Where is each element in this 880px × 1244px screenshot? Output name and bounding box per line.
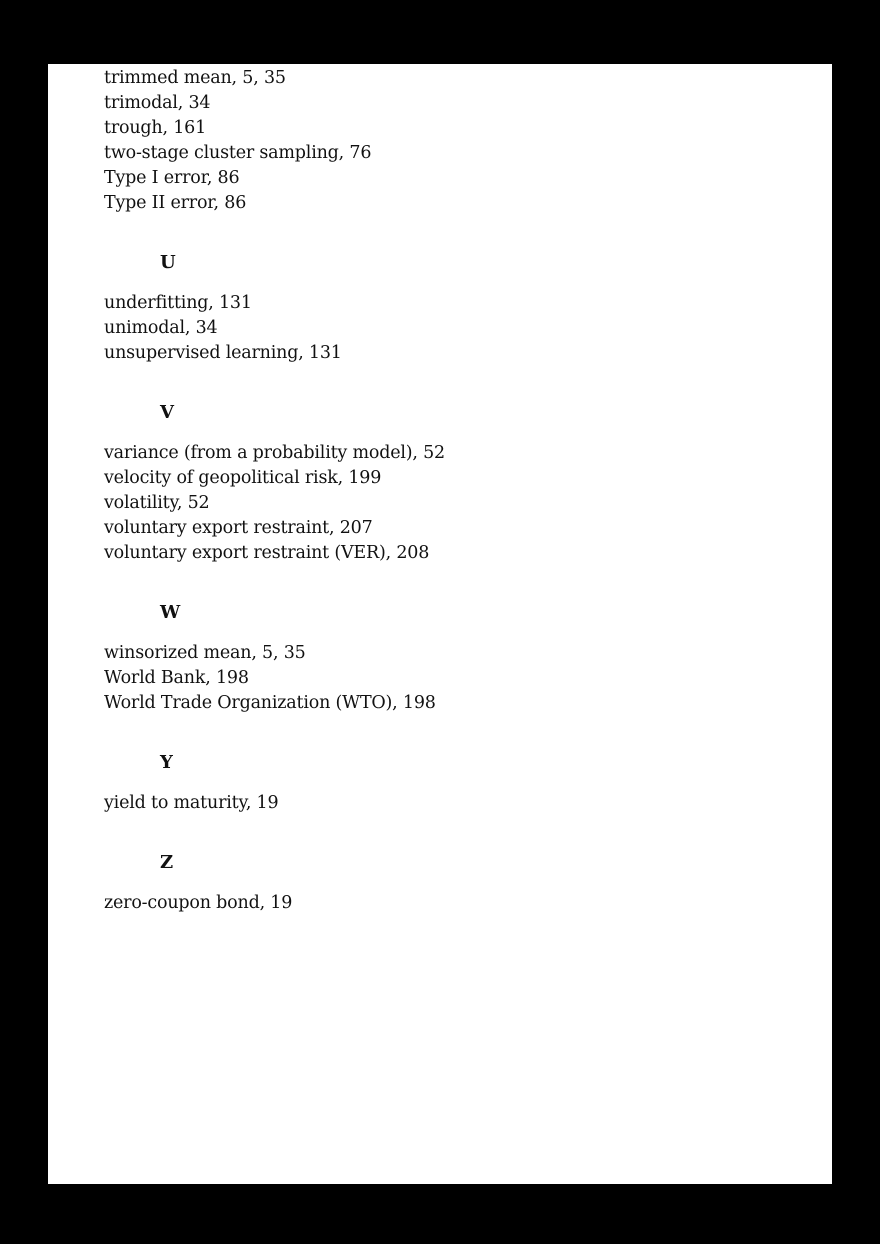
- section-heading-y: Y: [160, 752, 173, 773]
- section-heading-w: W: [160, 602, 181, 623]
- index-entry: volatility, 52: [104, 493, 210, 513]
- index-page: [48, 64, 832, 1184]
- index-entry: zero-coupon bond, 19: [104, 893, 293, 913]
- index-entry: Type I error, 86: [104, 168, 240, 188]
- index-group-z: [104, 891, 445, 916]
- index-entry: World Bank, 198: [104, 668, 249, 688]
- index-entry: underfitting, 131: [104, 293, 252, 313]
- index-entry: two-stage cluster sampling, 76: [104, 143, 372, 163]
- index-group-w: [104, 641, 445, 716]
- index-entry: unsupervised learning, 131: [104, 343, 342, 363]
- index-content: [104, 66, 445, 916]
- section-heading-v: V: [160, 402, 174, 423]
- index-group-v: [104, 441, 445, 566]
- index-entry: variance (from a probability model), 52: [104, 443, 445, 463]
- section-heading-z: Z: [160, 852, 174, 873]
- index-entry: unimodal, 34: [104, 318, 218, 338]
- index-entry: yield to maturity, 19: [104, 793, 279, 813]
- index-entry: winsorized mean, 5, 35: [104, 643, 306, 663]
- index-entry: velocity of geopolitical risk, 199: [104, 468, 382, 488]
- index-entry: trimmed mean, 5, 35: [104, 68, 286, 88]
- index-entry: voluntary export restraint (VER), 208: [104, 543, 430, 563]
- index-entry: World Trade Organization (WTO), 198: [104, 693, 436, 713]
- index-entry: Type II error, 86: [104, 193, 247, 213]
- index-group-continued: [104, 66, 445, 216]
- section-heading-u: U: [160, 252, 176, 273]
- index-entry: trimodal, 34: [104, 93, 211, 113]
- index-group-u: [104, 291, 445, 366]
- index-group-y: [104, 791, 445, 816]
- index-entry: voluntary export restraint, 207: [104, 518, 373, 538]
- index-entry: trough, 161: [104, 118, 207, 138]
